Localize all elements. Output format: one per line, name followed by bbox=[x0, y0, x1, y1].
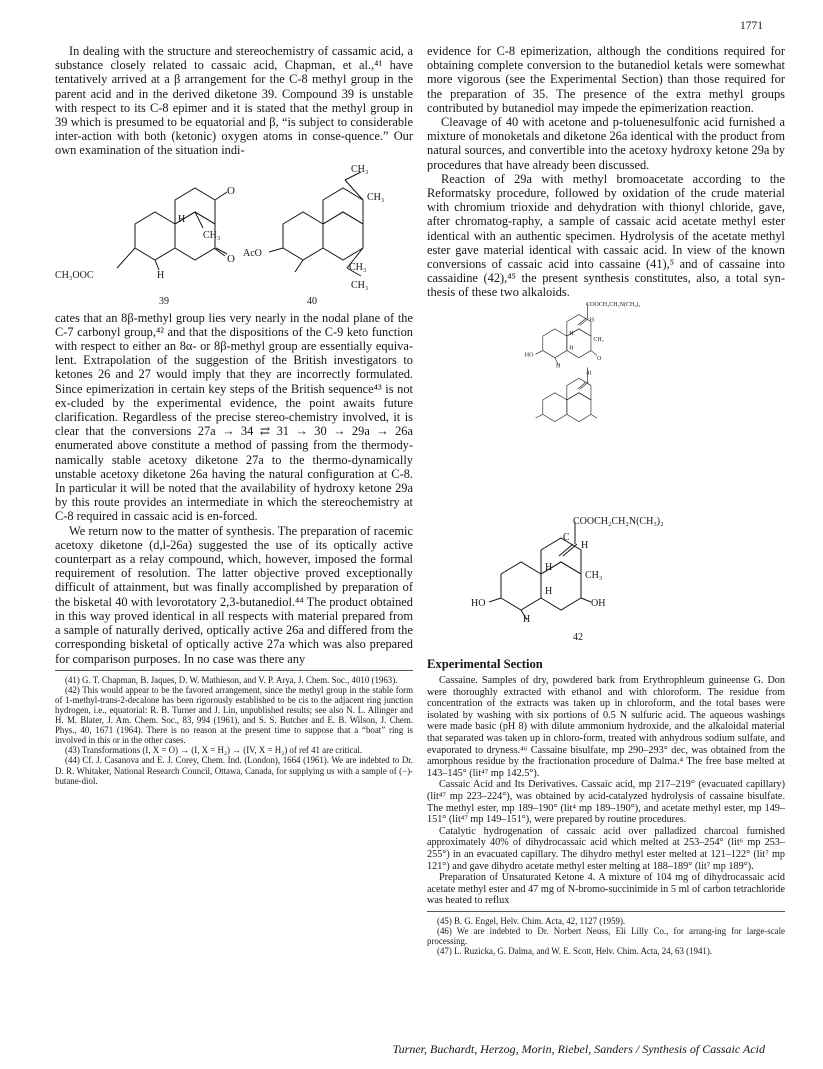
hydrogen-label: H bbox=[569, 345, 574, 352]
experimental-paragraph: Cassaine. Samples of dry, powdered bark from Erythrophleum guineense G. Don were thoroughly extracted with ethanol and with chloroform. The residue from concentration of the extracts was taken up in chloroform, and the total bases were isolated by washing with six portions of 0.5 N sulfuric acid. The aqueous washings were made basic (pH 8) with dilute ammonium hydroxide, and the alkaloidal material that separated was taken up in chloro-form, treated with anhydrous sodium sulfate, and evaporated to dryness.⁴⁶ Cassaine bisulfate, mp 290–293° dec, was obtained from the amorphous residue by the fractionation procedure of Dalma.⁴ The free base melted at 143–145° (lit⁴⁷ mp 142.5°). bbox=[427, 675, 785, 779]
compound-number: 42 bbox=[573, 632, 583, 643]
hydrogen-label: H bbox=[556, 363, 561, 370]
hydrogen-label: H bbox=[523, 614, 531, 625]
footnote: (41) G. T. Chapman, B. Jaques, D. W. Mathieson, and V. P. Arya, J. Chem. Soc., 4010 (1963). bbox=[65, 674, 398, 685]
ester-label: CH₃OOC bbox=[55, 269, 94, 281]
carbon-label: C bbox=[563, 532, 570, 543]
body-paragraph: We return now to the matter of synthesis. The preparation of racemic acetoxy diketone (d,l-26a) suggested the use of its optically active counterpart as a relay compound, which, however, imposed the formal requirement of resolution. The latter objective proved exceptionally difficult of attainment, but was finally accomplished by preparation of the bisketal 40 with levorotatory 2,3-butanediol.⁴⁴ The product obtained in this way proved identical in all respects with material prepared from a sample of naturally derived, optically active 26a and differed from the corresponding bisketal of optically active 27a which was also prepared for comparison purposes. In no case was there any bbox=[55, 523, 413, 666]
footnotes bbox=[427, 911, 785, 956]
body-paragraph: In dealing with the structure and stereochemistry of cassamic acid, a substance closely related to cassaic acid, Chapman, et al.,⁴¹ have tentatively arrived at a β arrangement for the C-8 methyl group in the parent acid and in the derived diketone 39. Compound 39 is unstable with respect to its C-8 epimer and it is stated that the methyl group in 39 which is presumed to be equatorial and β, “is subject to considerable inter-action with both (ketonic) oxygen atoms in conse-quence.” Our own examination of the situation indi- bbox=[55, 44, 413, 158]
side-chain-label: COOCH₂CH₂N(CH₃)₂ bbox=[586, 301, 641, 308]
hydrogen-label: H bbox=[581, 540, 589, 551]
experimental-section bbox=[427, 657, 785, 907]
methyl-label: CH₃ bbox=[585, 570, 603, 581]
hydroxyl-label: HO bbox=[524, 352, 534, 359]
right-column-lower bbox=[427, 516, 785, 956]
hydrogen-label: H bbox=[157, 269, 165, 281]
oxygen-label: O bbox=[227, 252, 235, 265]
oxygen-label: O bbox=[227, 184, 235, 197]
footnote: (47) L. Ruzicka, G. Dalma, and W. E. Scott, Helv. Chim. Acta, 24, 63 (1941). bbox=[437, 946, 712, 957]
hydroxyl-label: OH bbox=[591, 598, 606, 609]
body-paragraph: Cleavage of 40 with acetone and p-toluenesulfonic acid furnished a mixture of monoketals and diketone 26a identical with the product from natural sources, and convertible into the acetoxy hydroxy ketone 29a by procedures that have already been discussed. bbox=[427, 115, 785, 172]
compound-number: 41 bbox=[586, 370, 593, 377]
structure-figure-39-40 bbox=[55, 158, 413, 306]
oxygen-label: O bbox=[596, 355, 602, 362]
hydroxyl-label: HO bbox=[471, 598, 486, 609]
footnote: (46) We are indebted to Dr. Norbert Neuss, Eli Lilly Co., for arrang-ing for large-scale processing. bbox=[427, 925, 785, 947]
body-paragraph: evidence for C-8 epimerization, although the conditions required for obtaining complete conversion to the butanediol ketals were somewhat more vigorous (see the Experimental Section) than those required for the preparation of 35. The presence of the extra methyl groups contributed by butanediol may impede the epimerization reaction. bbox=[427, 44, 785, 115]
compound-number: 39 bbox=[159, 295, 169, 306]
hydrogen-label: H bbox=[545, 562, 553, 573]
methyl-label: CH₃ bbox=[593, 336, 604, 343]
experimental-paragraph: Cassaic Acid and Its Derivatives. Cassaic acid, mp 217–219° (evacuated capillary) (lit⁴⁷ mp 223–224°), was obtained by acid-catalyzed hydrolysis of cassaine bisulfate. The methyl ester, mp 189–190° (lit⁴ mp 189–190°), and acetate methyl ester, mp 149–151° (lit⁴⁷ mp 149–151°), were prepared by routine procedures. bbox=[427, 779, 785, 826]
footnote: (45) B. G. Engel, Helv. Chim. Acta, 42, 1127 (1959). bbox=[437, 915, 626, 926]
right-column bbox=[427, 44, 785, 429]
footnote: (44) Cf. J. Casanova and E. J. Corey, Chem. Ind. (London), 1664 (1961). We are indebted to Dr. D. R. Whitaker, National Research Council, Ottawa, Canada, for supplying us with a sample of (−)-butane-diol. bbox=[55, 755, 413, 786]
structure-figure-41-42 bbox=[427, 300, 785, 424]
side-chain-label: COOCH₂CH₂N(CH₃)₂ bbox=[573, 516, 664, 527]
page-number: 1771 bbox=[740, 20, 763, 32]
hydrogen-label: H bbox=[569, 330, 574, 337]
methyl-label: CH₃ bbox=[367, 191, 385, 203]
body-paragraph: cates that an 8β-methyl group lies very nearly in the nodal plane of the C-7 carbonyl group,⁴² and that the dispositions of the C-9 keto function with respect to either an 8α- or 8β-methyl group are essentially equiva-lent. Extrapolation of the suggestion of the British investigators to ketones 26 and 27 would imply that they are incorrectly formulated. Since epimerization in certain key steps of the British sequence⁴³ is not ex-cluded by the experimental evidence, the point awaits future clarification. Regardless of the precise stereo-chemistry involved, it is clear that the conversions 27a → 34 ⇄ 31 → 30 → 29a → 26a enumerated above constitute a method of passing from the thermody-namically stable acetoxy diketone 27a to the thermo-dynamically unstable acetoxy diketone 26a having the natural configuration at C-8. In particular it will be noted that the availability of hydroxy ketone 29a by this route provides an intermediate in which the stereochemistry at C-8 required in cassaic acid is en-forced. bbox=[55, 310, 413, 524]
body-paragraph: Reaction of 29a with methyl bromoacetate according to the Reformatsky procedure, followed by oxidation of the crude material with chromium trioxide and dehydration with thionyl chloride, gave, after chromatog-raphy, a sample of cassaic acid acetate methyl ester identical with an authentic specimen. Hydrolysis of the acetate methyl ester gave material identical with cassaic acid. In view of the known conversions of cassaic acid into cassaine (41),⁵ and of cassaine into cassaidine (42),⁴⁵ the present synthesis constitutes, also, a total syn-thesis of these two alkaloids. bbox=[427, 171, 785, 300]
methyl-label: CH₃ bbox=[351, 163, 369, 175]
footnote: (42) This would appear to be the favored arrangement, since the methyl group in the stable form of 1-methyl-trans-2-decalone has been rigorously established to be cis to the adjacent ring junction hydrogen, i.e., equatorial: R. B. Turner and J. Lin, unpublished results; see also N. L. Allinger and H. M. Blater, J. Am. Chem. Soc., 83, 994 (1961), and S. S. Butcher and E. B. Wilson, J. Chem. Phys., 40, 1671 (1964). There is no reason at the present time to suppose that a “boat” ring is involved in this or in the other cases. bbox=[55, 684, 413, 746]
section-heading: Experimental Section bbox=[427, 657, 543, 671]
methyl-label: CH₃ bbox=[349, 261, 367, 273]
hydrogen-label: H bbox=[545, 586, 553, 597]
acetoxy-label: AcO bbox=[243, 247, 262, 259]
hydrogen-label: H bbox=[178, 213, 186, 225]
methyl-label: CH₃ bbox=[351, 279, 369, 291]
running-footer: Turner, Buchardt, Herzog, Morin, Riebel, Sanders / Synthesis of Cassaic Acid bbox=[392, 1042, 765, 1056]
structure-figure-42 bbox=[427, 516, 785, 644]
experimental-paragraph: Catalytic hydrogenation of cassaic acid over palladized charcoal furnished approximately 40% of dihydrocassaic acid which melted at 253–254° (lit⁶ mp 253–255°) in an evacuated capillary. The dihydro methyl ester melted at 121–122° (lit⁷ mp 121°) and gave dihydro acetate methyl ester melting at 188–189° (lit⁷ mp 189°). bbox=[427, 825, 785, 872]
left-column bbox=[55, 44, 413, 786]
footnote: (43) Transformations (I, X = O) → (I, X = H₂) → (IV, X = H₂) of ref 41 are critical. bbox=[65, 745, 363, 756]
hydrogen-label: H bbox=[589, 317, 595, 324]
footnotes bbox=[55, 670, 413, 786]
methyl-label: CH₃ bbox=[203, 229, 221, 241]
compound-number: 40 bbox=[307, 295, 317, 306]
experimental-paragraph: Preparation of Unsaturated Ketone 4. A mixture of 104 mg of dihydrocassaic acid acetate methyl ester and 47 mg of N-bromo-succinimide in 5 ml of carbon tetrachloride was heated to reflux bbox=[427, 872, 785, 907]
